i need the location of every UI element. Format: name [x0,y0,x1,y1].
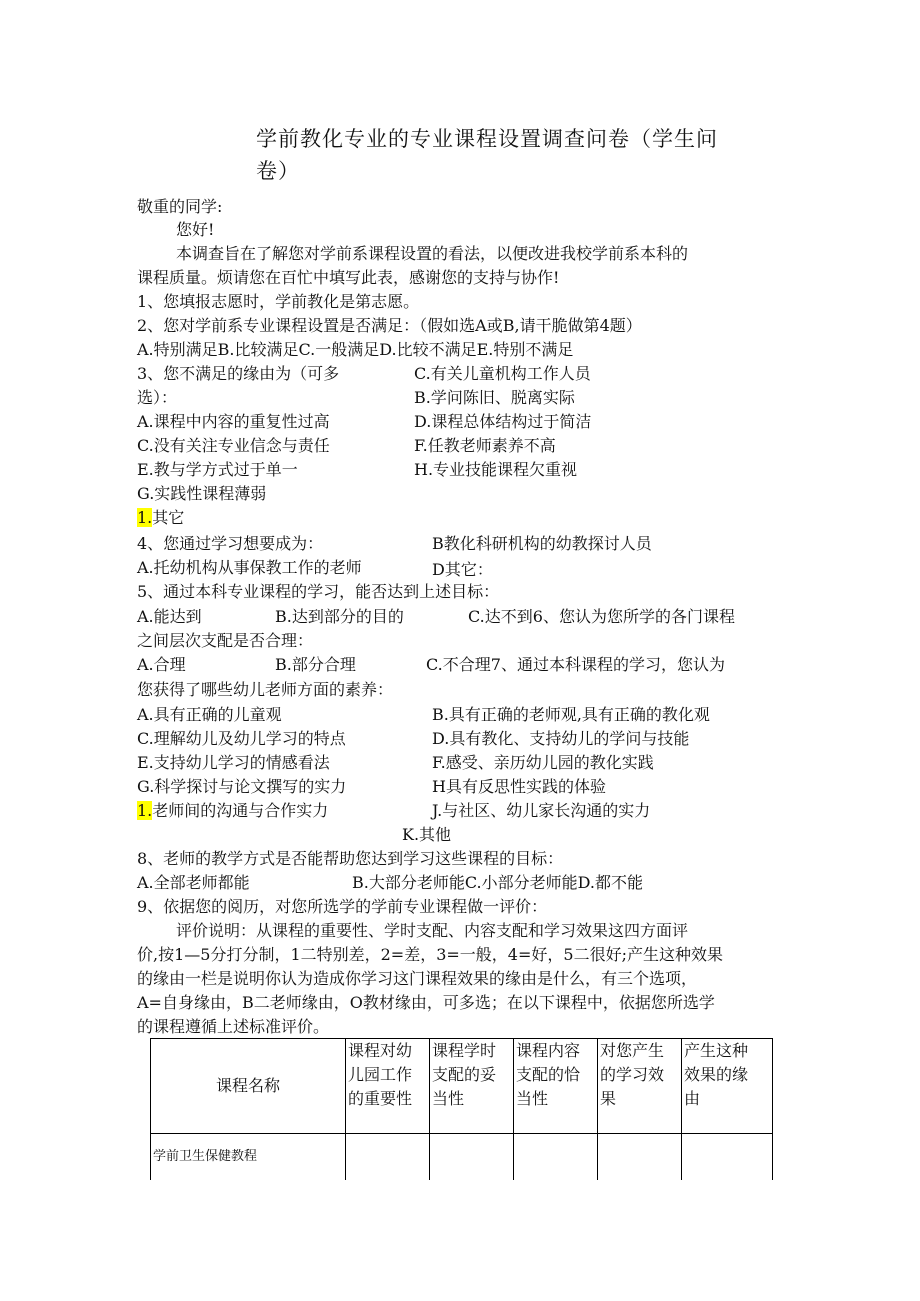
intro-line-1: 本调查旨在了解您对学前系课程设置的看法，以便改进我校学前系本科的 [176,244,689,263]
question-5-option-c-question-6: C.达不到6、您认为您所学的各门课程 [468,607,735,626]
header-hours-allocation: 课程学时 支配的妥 当性 [430,1039,514,1134]
question-7-option-b: B.具有正确的老师观,具有正确的教化观 [432,705,710,724]
question-4-option-d: D其它： [432,560,493,579]
highlight-marker: 1. [137,801,153,820]
question-9-desc-5: 的课程遵循上述标准评价。 [137,1017,330,1036]
question-3-option-e: E.教与学方式过于单一 [137,460,298,479]
question-3-stem-1: 3、您不满足的缘由为（可多 [137,364,340,383]
header-content-allocation: 课程内容 支配的恰 当性 [514,1039,598,1134]
header-importance: 课程对幼 儿园工作 的重要性 [346,1039,430,1134]
question-4-option-b: B教化科研机构的幼教探讨人员 [432,534,652,553]
question-3-option-g: G.实践性课程薄弱 [137,484,267,503]
question-3-option-b: B.学问陈旧、脱离实际 [414,388,575,407]
question-3-option-h: H.专业技能课程欠重视 [414,460,578,479]
question-4-option-a: A.托幼机构从事保教工作的老师 [137,558,362,577]
question-6-option-b: B.部分合理 [275,655,356,674]
course-evaluation-table [150,1038,773,1180]
question-2: 2、您对学前系专业课程设置是否满足：（假如选A或B,请干脆做第4题） [137,316,642,335]
question-8-stem: 8、老师的教学方式是否能帮助您达到学习这些课程的目标： [137,849,564,868]
question-7-option-j: J.与社区、幼儿家长沟通的实力 [432,801,651,820]
question-3-option-i [137,507,184,529]
question-7-option-i [137,800,328,822]
effect-cell[interactable] [598,1134,682,1181]
table-header-row [151,1039,773,1134]
question-7-option-a: A.具有正确的儿童观 [137,705,282,724]
title-line-1: 学前教化专业的专业课程设置调查问卷（学生问 [256,127,718,151]
question-2-options: A.特别满足B.比较满足C.一般满足D.比较不满足E.特别不满足 [137,340,574,359]
header-effect-reason: 产生这种 效果的缘 由 [682,1039,773,1134]
question-1: 1、您填报志愿时，学前教化是第志愿。 [137,292,420,311]
option-text: 其它 [152,508,185,527]
question-3-stem-2: 选）： [137,388,178,407]
question-3-option-f: F.任教老师素养不高 [414,436,556,455]
question-3-option-c1: C.有关儿童机构工作人员 [414,364,591,383]
header-learning-effect: 对您产生 的学习效 果 [598,1039,682,1134]
highlight-marker: 1. [137,508,153,527]
course-name-cell: 学前卫生保健教程 [151,1134,346,1181]
intro-line-2: 课程质量。烦请您在百忙中填写此表，感谢您的支持与协作! [137,268,560,287]
question-5-option-b: B.达到部分的目的 [275,607,404,626]
hello: 您好! [176,220,215,239]
greeting: 敬重的同学: [137,197,223,216]
question-9-stem: 9、依据您的阅历，对您所选学的学前专业课程做一评价： [137,897,548,916]
question-3-option-a: A.课程中内容的重复性过高 [137,412,330,431]
question-6-option-a: A.合理 [137,655,186,674]
question-8-options-bcd: B.大部分老师能C.小部分老师能D.都不能 [352,873,643,892]
title-line-2: 卷） [256,159,300,183]
question-6-stem: 之间层次支配是否合理： [137,631,314,650]
question-9-desc-3: 的缘由一栏是说明你认为造成你学习这门课程效果的缘由是什么，有三个选项， [137,969,698,988]
importance-cell[interactable] [346,1134,430,1181]
question-3-option-d: D.课程总体结构过于简洁 [414,412,592,431]
question-9-desc-4: A=自身缘由，B二老师缘由，O教材缘由，可多选；在以下课程中，依据您所选学 [137,993,715,1012]
question-7-option-f: F.感受、亲历幼儿园的教化实践 [432,753,654,772]
question-7-option-h: H具有反思性实践的体验 [432,777,606,796]
question-7-option-d: D.具有教化、支持幼儿的学问与技能 [432,729,690,748]
question-4-stem: 4、您通过学习想要成为： [137,534,324,553]
content-cell[interactable] [514,1134,598,1181]
header-course-name: 课程名称 [151,1039,346,1134]
question-7-option-c: C.理解幼儿及幼儿学习的特点 [137,729,346,748]
reason-cell[interactable] [682,1134,773,1181]
question-6-option-c-question-7: C.不合理7、通过本科课程的学习，您认为 [426,655,725,674]
question-7-option-k: K.其他 [402,825,452,844]
question-7-option-g: G.科学探讨与论文撰写的实力 [137,777,347,796]
question-7-stem: 您获得了哪些幼儿老师方面的素养： [137,680,394,699]
question-9-desc-1: 评价说明：从课程的重要性、学时支配、内容支配和学习效果这四方面评 [176,921,689,940]
question-9-desc-2: 价,按1—5分打分制，1二特别差，2=差，3=一般，4=好，5二很好;产生这种效果 [137,945,723,964]
table-row [151,1134,773,1181]
question-5-stem: 5、通过本科专业课程的学习，能否达到上述目标： [137,582,500,601]
question-7-option-e: E.支持幼儿学习的情感看法 [137,753,330,772]
question-5-option-a: A.能达到 [137,607,202,626]
hours-cell[interactable] [430,1134,514,1181]
question-3-option-c: C.没有关注专业信念与责任 [137,436,330,455]
question-8-option-a: A.全部老师都能 [137,873,250,892]
option-text: 老师间的沟通与合作实力 [152,801,329,820]
